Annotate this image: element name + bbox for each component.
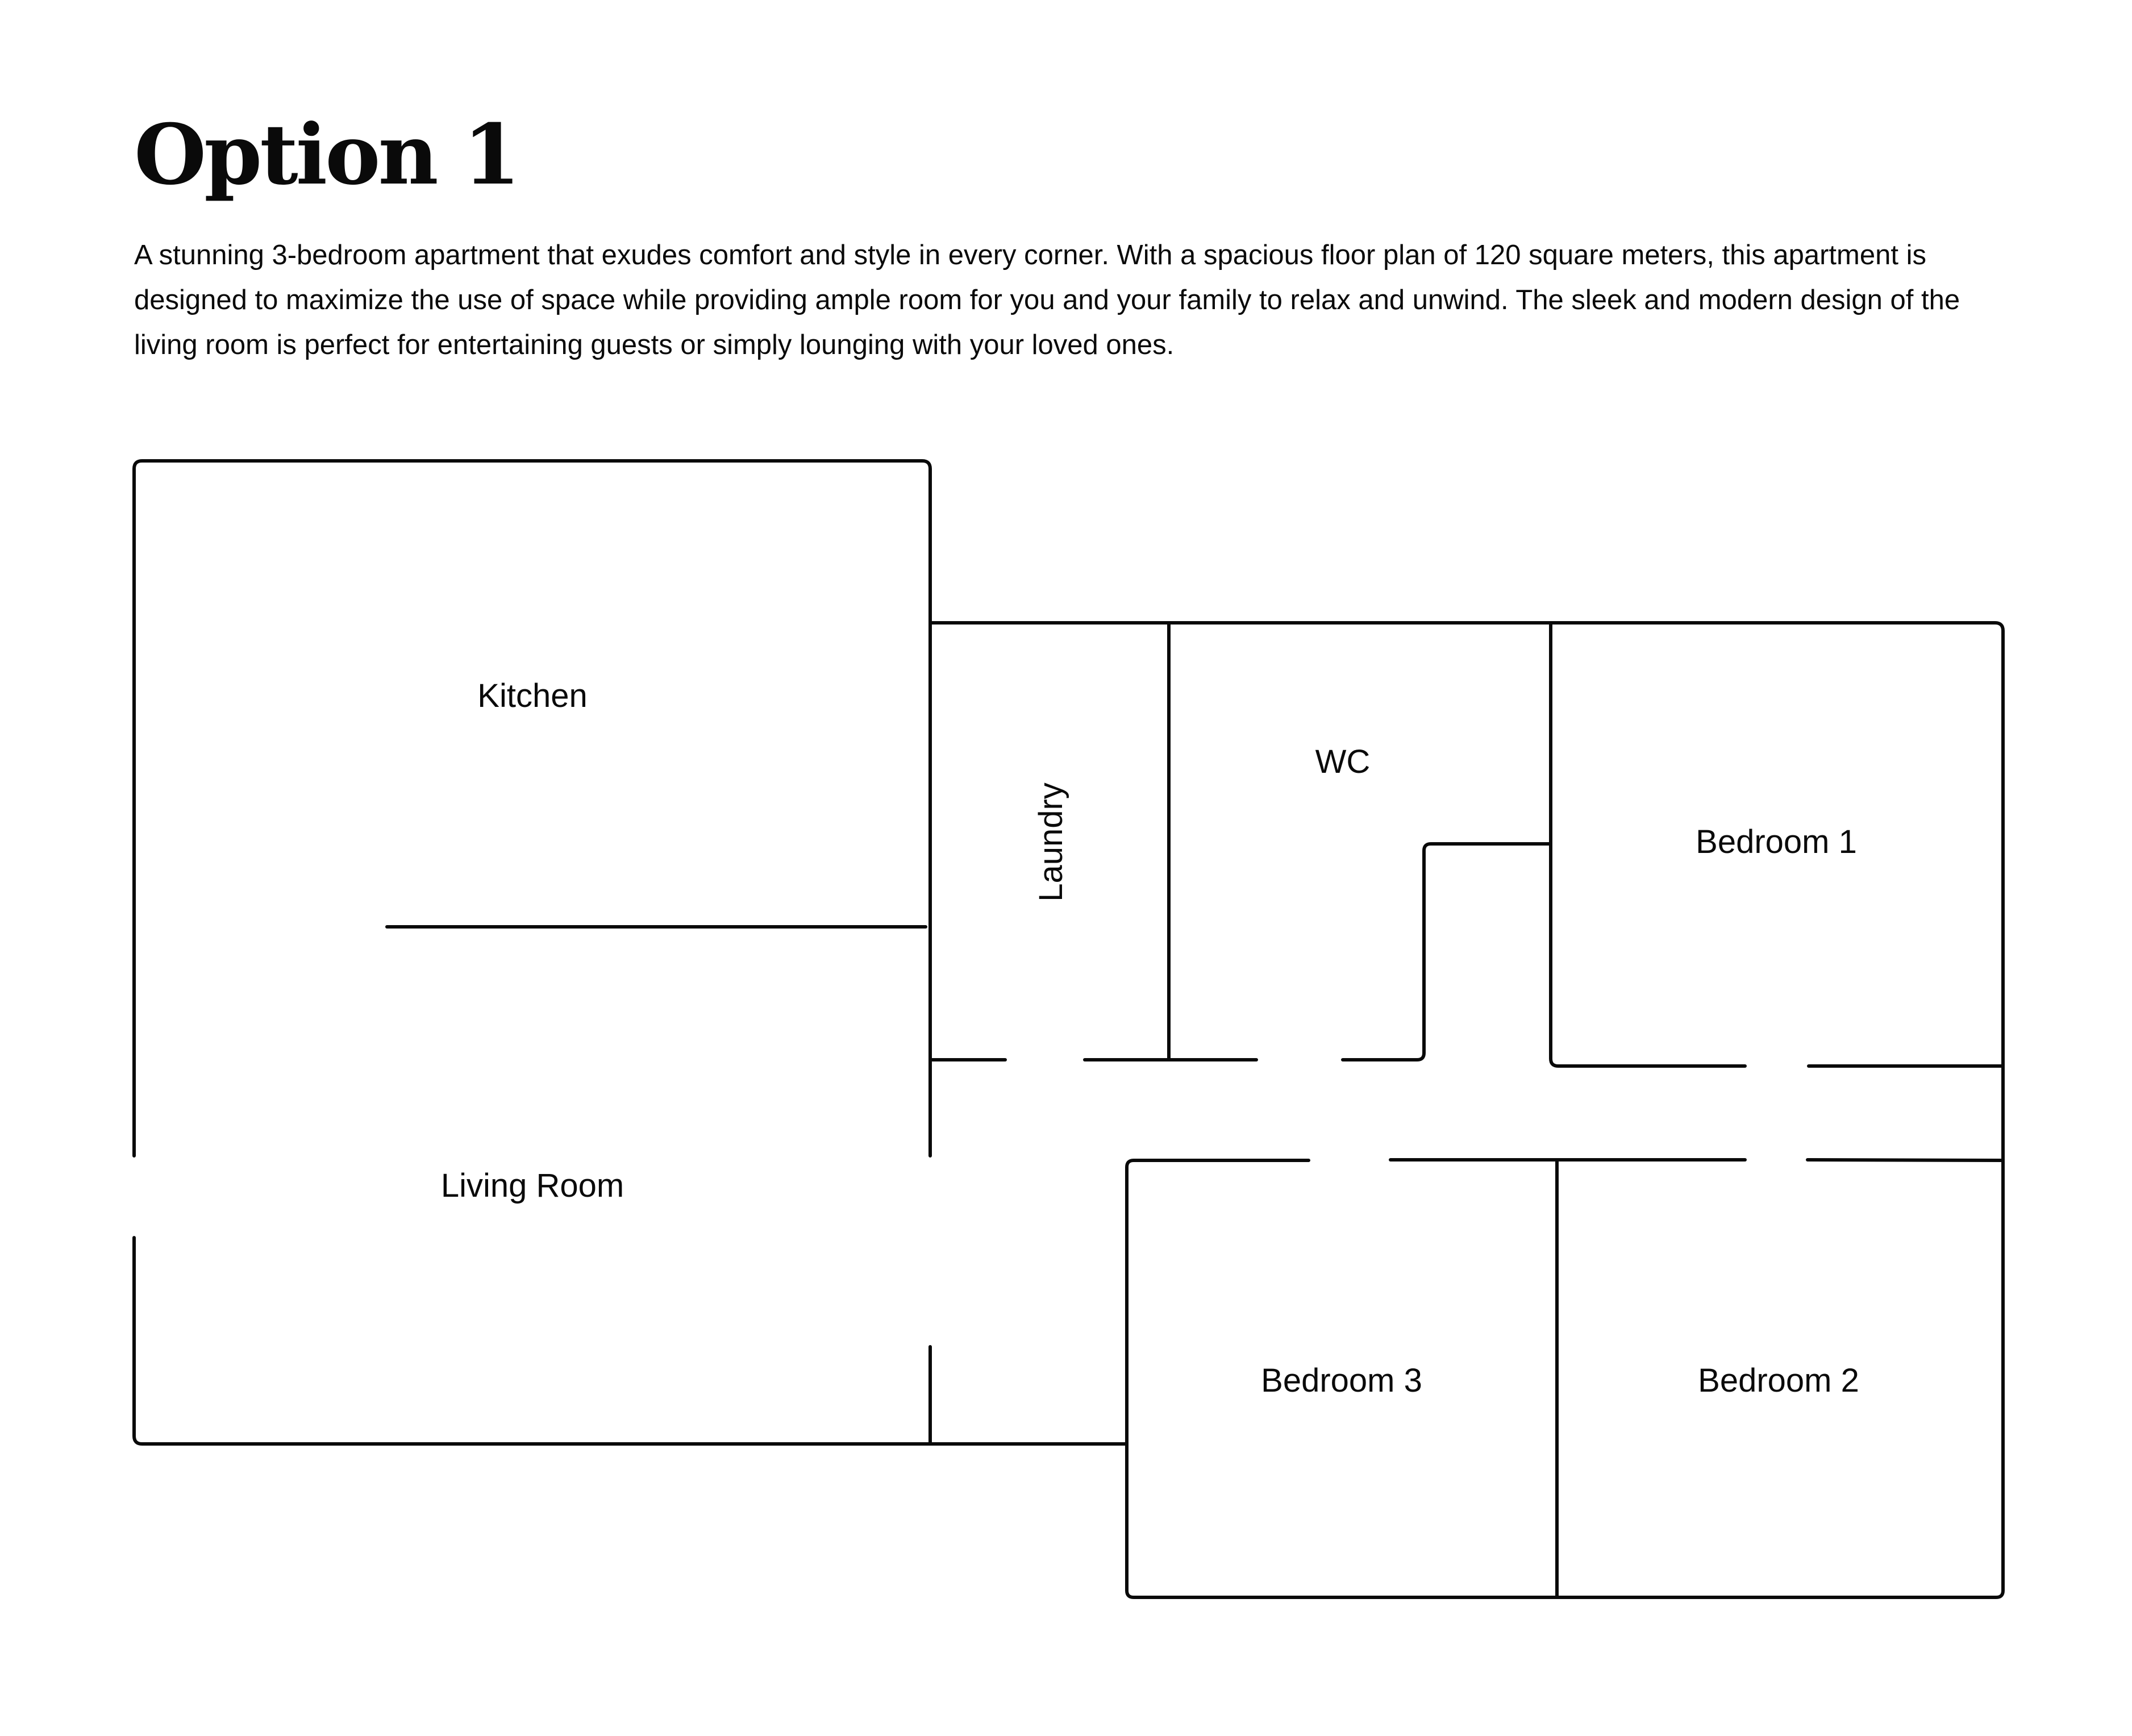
walls [134,461,2003,1597]
room-label-living-room: Living Room [440,1167,624,1204]
room-label-bedroom-1: Bedroom 1 [1696,823,1857,860]
wall-wc-inner [1343,844,1551,1060]
wall-right-top [930,623,2003,1160]
room-label-bedroom-2: Bedroom 2 [1698,1362,1859,1399]
wall-left-lower [134,1238,930,1444]
wall-left-upper [134,461,930,1156]
room-labels [441,677,1859,1399]
room-label-wc: WC [1315,743,1371,780]
room-label-bedroom-3: Bedroom 3 [1261,1362,1422,1399]
room-label-kitchen: Kitchen [477,677,588,714]
page-title: Option 1 [134,106,519,203]
page-description: A stunning 3-bedroom apartment that exudes comfort and style in every corner. With a spacious floor plan of 120 square meters, this apartment is designed to maximize the use of space while providing ample room for you and your family to relax and unwind. The sleek and modern design of the living room is perfect for entertaining guests or simply lounging with your loved ones. [134,240,1960,360]
wall-bedrooms-outer [1127,1160,2003,1597]
room-label-laundry: Laundry [1032,782,1069,902]
